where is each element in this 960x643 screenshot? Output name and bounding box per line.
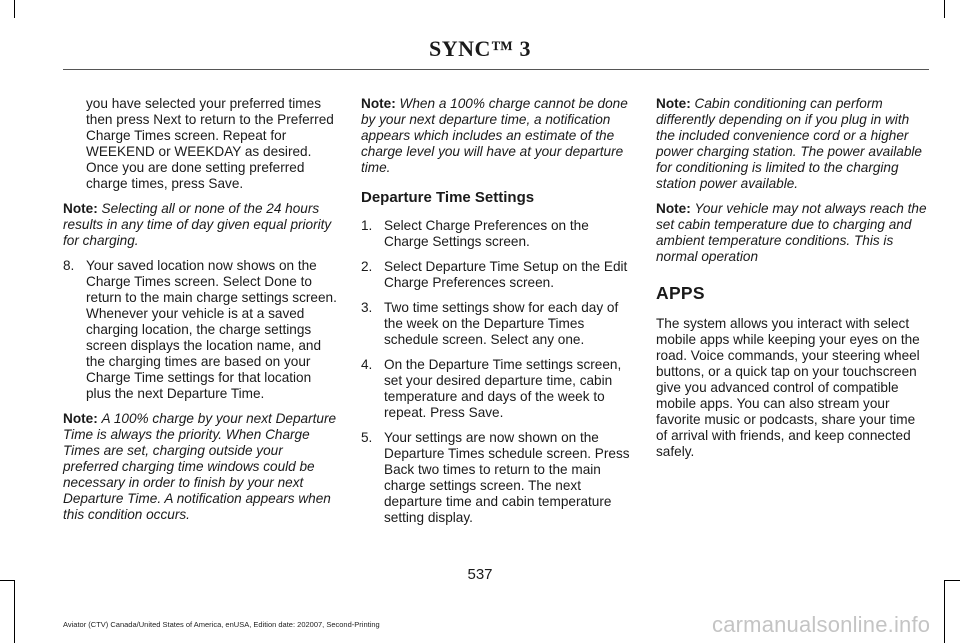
note-text: Cabin conditioning can perform differently depending on if you plug in with the included convenience cord or a higher power charging station. The power available for conditioning is limited to the charging station power available. [656, 96, 922, 191]
list-item-text: Select Charge Preferences on the Charge Settings screen. [384, 218, 589, 249]
note-text: Your vehicle may not always reach the set cabin temperature due to charging and ambient temperature conditions. This is normal operation [656, 201, 927, 264]
note-paragraph [656, 201, 928, 265]
list-item [63, 258, 338, 402]
list-item-number: 2. [361, 259, 373, 274]
note-label: Note: [361, 96, 396, 111]
list-item-number: 5. [361, 430, 373, 445]
list-item-text: On the Departure Time settings screen, set your desired departure time, cabin temperature and days of the week to repeat. Press Save. [384, 357, 622, 420]
body-paragraph: The system allows you interact with select mobile apps while keeping your eyes on the road. Voice commands, your steering wheel buttons, or a quick tap on your touchscreen give you advanced control of compatible mobile apps. You can also stream your favorite music or podcasts, share your time of arrival with friends, and keep connected safely. [656, 316, 920, 459]
watermark: carmanualsonline.info [712, 612, 931, 637]
list-item-number: 4. [361, 357, 373, 372]
crop-mark-bottom-left [14, 580, 15, 643]
list-item-number: 1. [361, 218, 373, 233]
crop-mark-top-right [944, 0, 945, 18]
list-item-text: Your settings are now shown on the Departure Times schedule screen. Press Back two times to return to the main charge settings screen. The next departure time and cabin temperature setting display. [384, 430, 630, 525]
note-label: Note: [656, 201, 691, 216]
list-item [361, 259, 633, 291]
column-left [63, 96, 338, 532]
note-paragraph [63, 411, 338, 523]
section-title: APPS [656, 283, 705, 303]
list-item [361, 218, 633, 250]
list-item [361, 357, 633, 421]
list-item-text: Your saved location now shows on the Charge Times screen. Select Done to return to the main charge settings screen. Whenever your vehicle is at a saved charging location, the charge settings screen displays the location name, and the charging times are based on your Charge Time settings for that location plus the next Departure Time. [86, 258, 337, 401]
note-label: Note: [63, 201, 98, 216]
note-paragraph [63, 201, 338, 249]
note-label: Note: [63, 411, 98, 426]
column-middle [361, 96, 633, 535]
crop-mark-top-left [14, 0, 15, 18]
crop-mark-bottom-right [944, 580, 945, 643]
list-item-text: Two time settings show for each day of the week on the Departure Times schedule screen. Select any one. [384, 300, 619, 347]
note-paragraph [656, 96, 928, 192]
list-item [361, 430, 633, 526]
note-text: A 100% charge by your next Departure Time is always the priority. When Charge Times are set, charging outside your preferred charging time windows could be necessary in order to finish by your next Departure Time. A notification appears when this condition occurs. [63, 411, 337, 522]
section-subheading: Departure Time Settings [361, 189, 535, 206]
footer-edition-text: Aviator (CTV) Canada/United States of America, enUSA, Edition date: 202007, Second-Printing [63, 620, 380, 629]
note-paragraph [361, 96, 633, 176]
list-item-number: 3. [361, 300, 373, 315]
note-text: When a 100% charge cannot be done by your next departure time, a notification appears which includes an estimate of the charge level you will have at your departure time. [361, 96, 628, 175]
list-item [361, 300, 633, 348]
note-text: Selecting all or none of the 24 hours results in any time of day given equal priority for charging. [63, 201, 332, 248]
note-label: Note: [656, 96, 691, 111]
list-item-number: 8. [63, 258, 75, 273]
page-number: 537 [467, 566, 493, 583]
list-item-text: Select Departure Time Setup on the Edit Charge Preferences screen. [384, 259, 628, 290]
page-header-title: SYNC™ 3 [429, 36, 531, 61]
column-right [656, 96, 928, 469]
continued-step-text: you have selected your preferred times then press Next to return to the Preferred Charge Times screen. Repeat for WEEKEND or WEEKDAY as desired. Once you are done setting preferred charge times, press Save. [86, 96, 334, 191]
header-divider [63, 69, 929, 70]
